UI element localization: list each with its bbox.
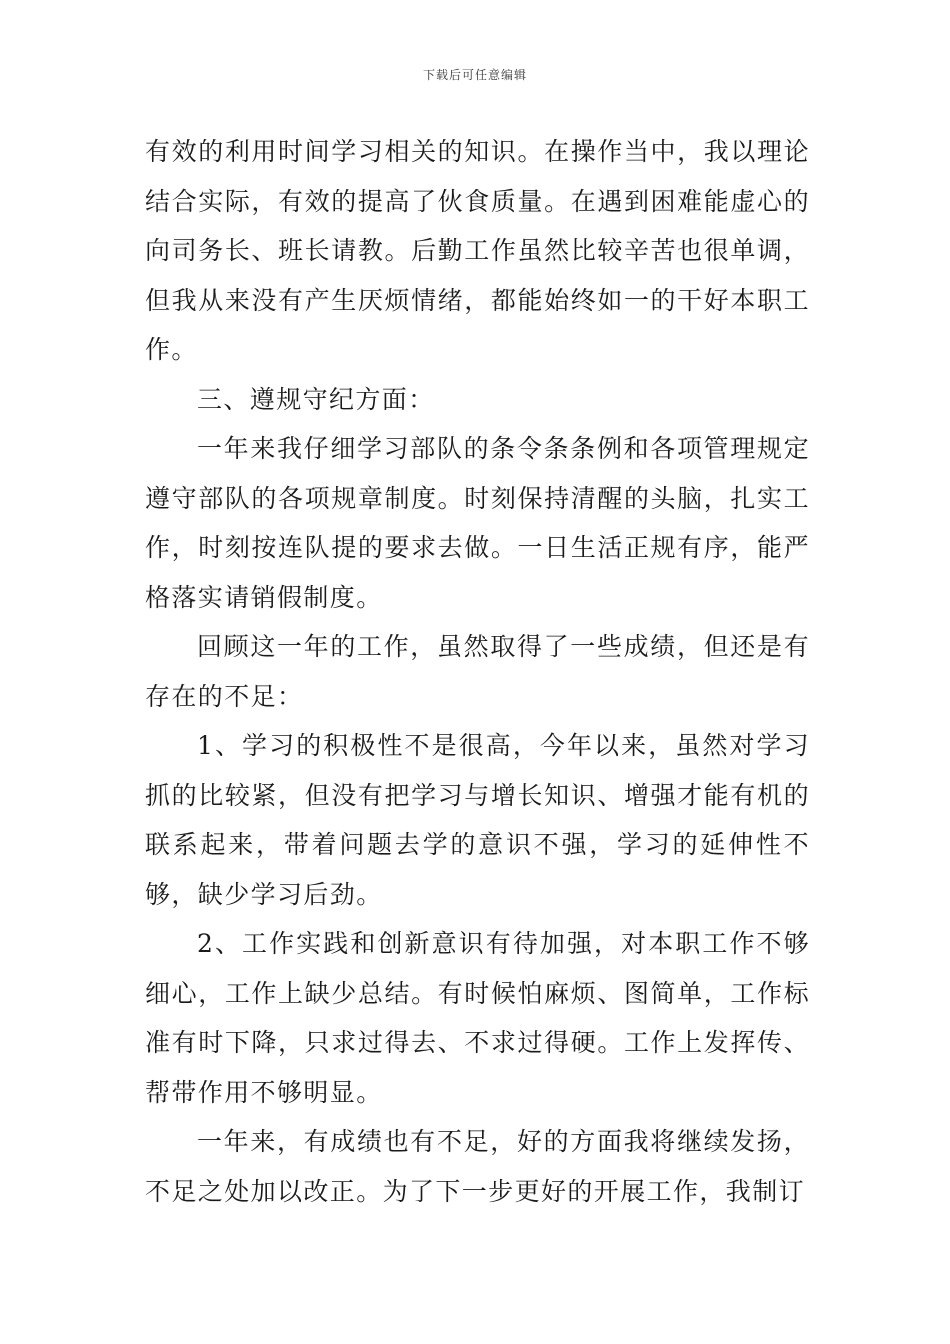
list-item: 2、工作实践和创新意识有待加强，对本职工作不够细心，工作上缺少总结。有时候怕麻烦、图简单，工作标准有时下降，只求过得去、不求过得硬。工作上发挥传、帮带作用不够明显。 (145, 929, 810, 1107)
paragraph: 一年来我仔细学习部队的条令条条例和各项管理规定遵守部队的各项规章制度。时刻保持清醒的头脑，扎实工作，时刻按连队提的要求去做。一日生活正规有序，能严格落实请销假制度。 (145, 434, 810, 612)
paragraph: 有效的利用时间学习相关的知识。在操作当中，我以理论结合实际，有效的提高了伙食质量。在遇到困难能虚心的向司务长、班长请教。后勤工作虽然比较辛苦也很单调，但我从来没有产生厌烦情绪，都能始终如一的干好本职工作。 (145, 137, 810, 364)
page-header: 下载后可任意编辑 (422, 68, 527, 82)
paragraph: 回顾这一年的工作，虽然取得了一些成绩，但还是有存在的不足： (145, 632, 810, 711)
document-body (145, 127, 810, 1216)
list-item: 1、学习的积极性不是很高，今年以来，虽然对学习抓的比较紧，但没有把学习与增长知识、增强才能有机的联系起来，带着问题去学的意识不强，学习的延伸性不够，缺少学习后劲。 (145, 731, 810, 909)
section-heading: 三、遵规守纪方面： (197, 384, 435, 414)
paragraph: 一年来，有成绩也有不足，好的方面我将继续发扬，不足之处加以改正。为了下一步更好的开展工作，我制订 (145, 1127, 810, 1206)
